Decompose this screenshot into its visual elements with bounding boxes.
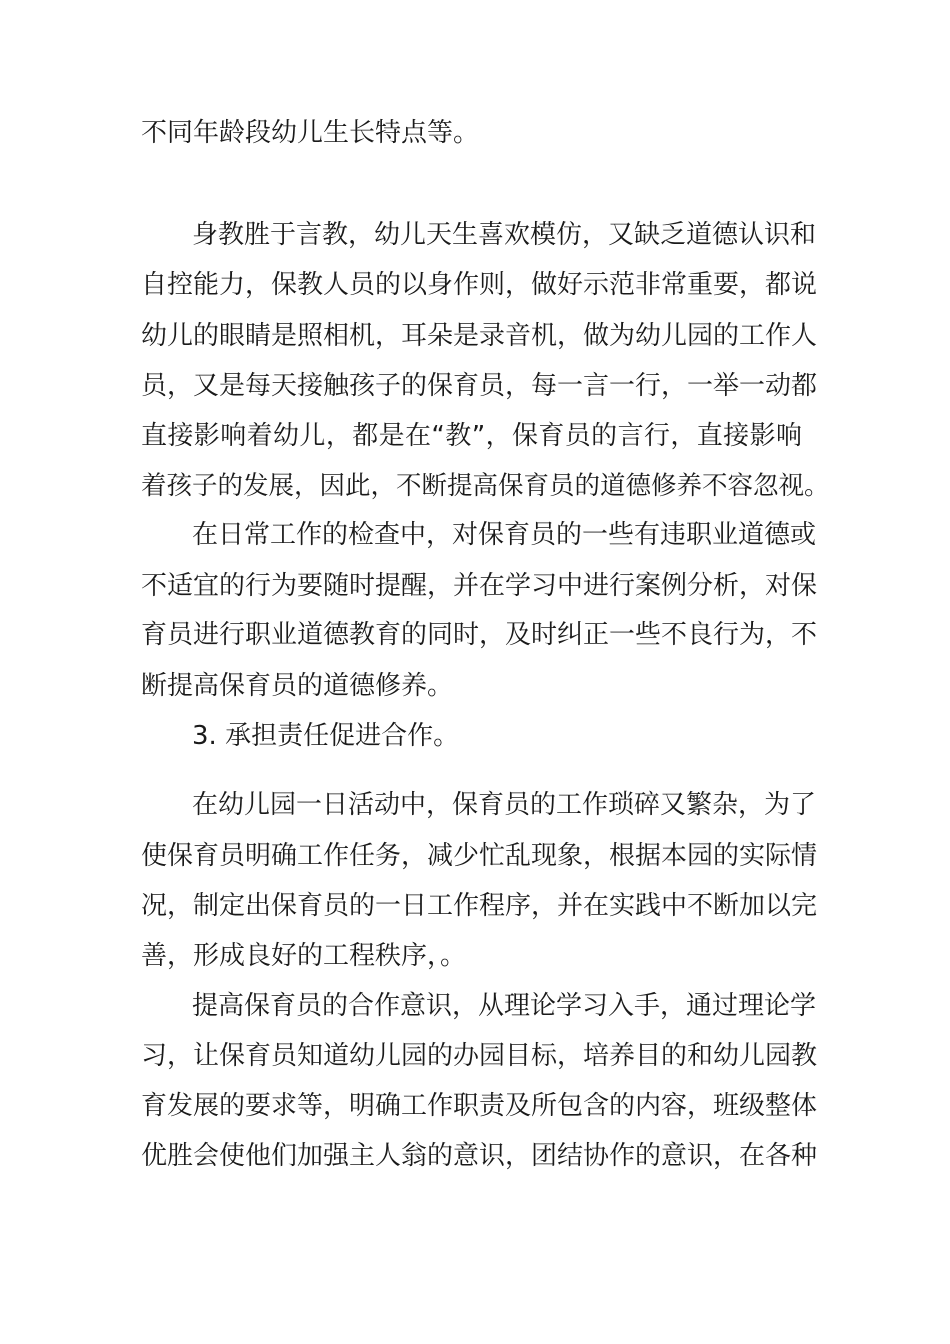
paragraph-line: 幼儿的眼睛是照相机，耳朵是录音机，做为幼儿园的工作人: [141, 321, 818, 351]
paragraph-line: 善，形成良好的工程秩序，。: [141, 941, 467, 971]
section-heading: 3. 承担责任促进合作。: [192, 721, 460, 751]
paragraph-line: 着孩子的发展，因此，不断提高保育员的道德修养不容忽视。: [141, 471, 830, 501]
paragraph-line: 况，制定出保育员的一日工作程序，并在实践中不断加以完: [141, 891, 818, 921]
paragraph-line: 身教胜于言教，幼儿天生喜欢模仿，又缺乏道德认识和: [192, 220, 817, 250]
paragraph-line: 不同年龄段幼儿生长特点等。: [141, 118, 480, 148]
paragraph-line: 在日常工作的检查中，对保育员的一些有违职业道德或: [192, 520, 817, 550]
paragraph-line: 在幼儿园一日活动中，保育员的工作琐碎又繁杂，为了: [192, 790, 817, 820]
paragraph-line: 不适宜的行为要随时提醒，并在学习中进行案例分析，对保: [141, 571, 818, 601]
paragraph-line: 育发展的要求等，明确工作职责及所包含的内容，班级整体: [141, 1091, 818, 1121]
paragraph-line: 自控能力，保教人员的以身作则，做好示范非常重要，都说: [141, 270, 818, 300]
paragraph-line: 员，又是每天接触孩子的保育员，每一言一行，一举一动都: [141, 371, 818, 401]
paragraph-line: 提高保育员的合作意识，从理论学习入手，通过理论学: [192, 991, 817, 1021]
paragraph-line: 直接影响着幼儿，都是在“教”，保育员的言行，直接影响: [141, 421, 802, 451]
paragraph-line: 习，让保育员知道幼儿园的办园目标，培养目的和幼儿园教: [141, 1041, 818, 1071]
paragraph-line: 断提高保育员的道德修养。: [141, 671, 454, 701]
paragraph-line: 使保育员明确工作任务，减少忙乱现象，根据本园的实际情: [141, 841, 818, 871]
paragraph-line: 优胜会使他们加强主人翁的意识，团结协作的意识，在各种: [141, 1141, 818, 1171]
paragraph-line: 育员进行职业道德教育的同时，及时纠正一些不良行为，不: [141, 620, 818, 650]
